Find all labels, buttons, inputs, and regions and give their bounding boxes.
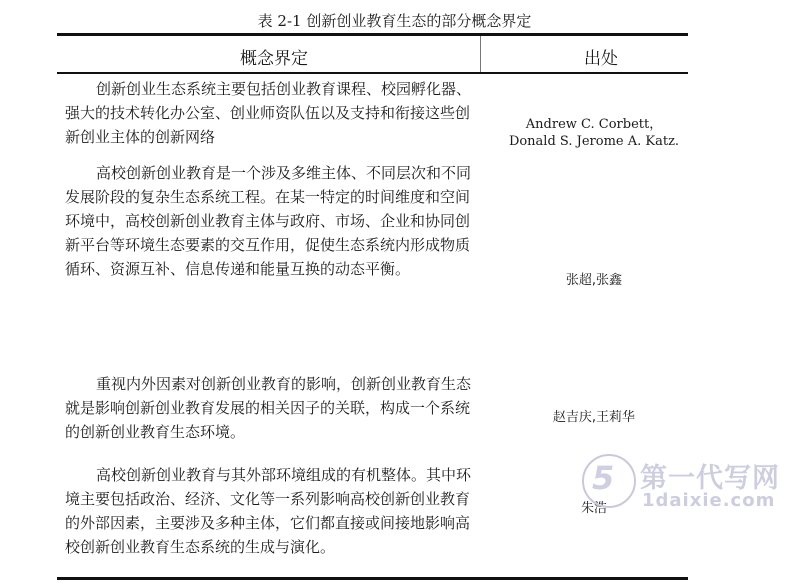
row-1-source: Andrew C. Corbett，Donald S. Jerome A. Katz. bbox=[508, 117, 680, 149]
row-2-source: 张超,张鑫 bbox=[565, 273, 623, 288]
table-header-rule bbox=[57, 72, 688, 74]
watermark-text-cn: 第一代写网 bbox=[640, 463, 780, 494]
table-caption: 表 2-1 创新创业教育生态的部分概念界定 bbox=[257, 12, 532, 30]
row-3-source: 赵吉庆,王莉华 bbox=[552, 410, 636, 425]
table-top-rule bbox=[57, 33, 688, 36]
watermark-mark: 5 bbox=[592, 459, 615, 497]
watermark-text-en: 1daixie.com bbox=[642, 490, 776, 511]
row-1-definition: 创新创业生态系统主要包括创业教育课程、校园孵化器、强大的技术转化办公室、创业师资队伍以及支持和衔接这些创新创业主体的创新网络 bbox=[65, 80, 472, 146]
row-4-definition: 高校创新创业教育与其外部环境组成的有机整体。其中环境主要包括政治、经济、文化等一系列影响高校创新创业教育的外部因素，主要涉及多种主体，它们都直接或间接地影响高校创新创业教育生态系统的生成与演化。 bbox=[65, 466, 472, 556]
header-column-separator bbox=[480, 36, 481, 72]
row-4-source: 朱浩 bbox=[580, 501, 607, 516]
table-bottom-rule bbox=[57, 577, 688, 580]
header-definition: 概念界定 bbox=[240, 49, 308, 69]
row-2-definition: 高校创新创业教育是一个涉及多维主体、不同层次和不同发展阶段的复杂生态系统工程。在某一特定的时间维度和空间环境中，高校创新创业教育主体与政府、市场、企业和协同创新平台等环境生态要素的交互作用，促使生态系统内形成物质循环、资源互补、信息传递和能量互换的动态平衡。 bbox=[65, 164, 472, 278]
row-3-definition: 重视内外因素对创新创业教育的影响，创新创业教育生态就是影响创新创业教育发展的相关因子的关联，构成一个系统的创新创业教育生态环境。 bbox=[65, 375, 472, 441]
header-source: 出处 bbox=[584, 49, 618, 69]
